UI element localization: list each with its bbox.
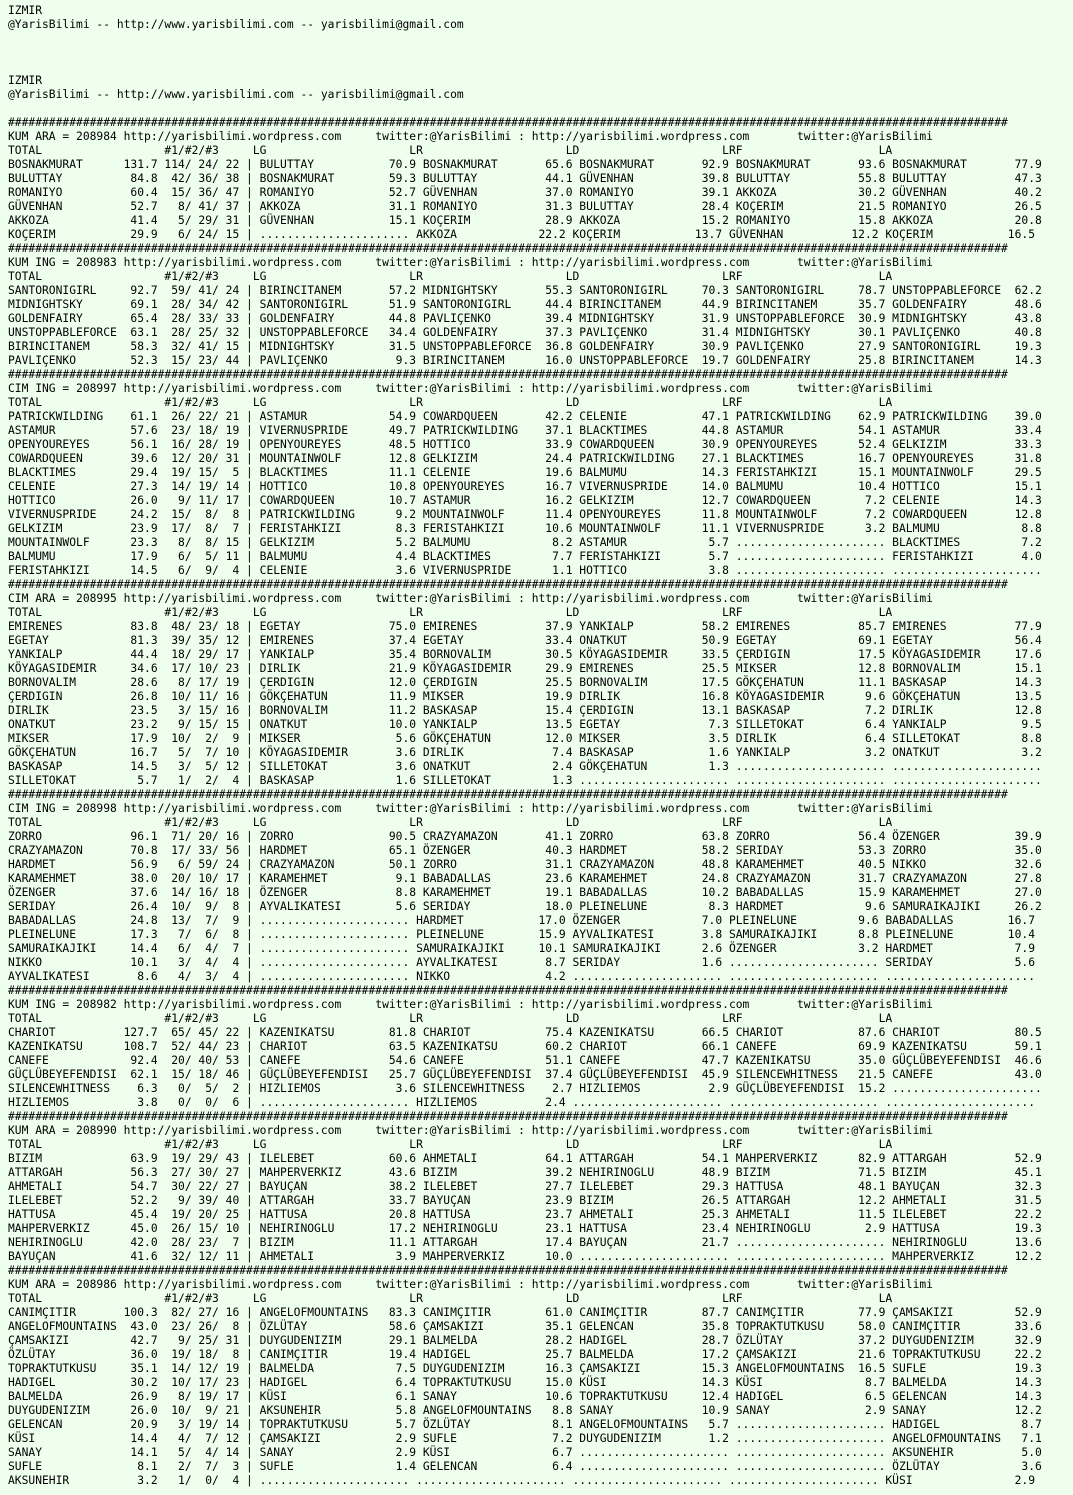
column-header-line: TOTAL #1/#2/#3 LG LR LD LRF LA [8, 1012, 893, 1025]
table-row: HOTTICO 26.0 9/ 11/ 17 | COWARDQUEEN 10.7 ASTAMUR 16.2 GELKIZIM 12.7 COWARDQUEEN 7.2 CELENIE 14.3 [8, 494, 1042, 507]
column-header-line: TOTAL #1/#2/#3 LG LR LD LRF LA [8, 270, 893, 283]
column-header-line: TOTAL #1/#2/#3 LG LR LD LRF LA [8, 396, 893, 409]
table-row: OPENYOUREYES 56.1 16/ 28/ 19 | OPENYOUREYES 48.5 HOTTICO 33.9 COWARDQUEEN 30.9 OPENYOUREYES 52.4 GELKIZIM 33.3 [8, 438, 1042, 451]
table-row: PAVLIÇENKO 52.3 15/ 23/ 44 | PAVLIÇENKO 9.3 BIRINCITANEM 16.0 UNSTOPPABLEFORCE 19.7 GOLDENFAIRY 25.8 BIRINCITANEM 14.3 [8, 354, 1042, 367]
table-row: MIKSER 17.9 10/ 2/ 9 | MIKSER 5.6 GÖKÇEHATUN 12.0 MIKSER 3.5 DIRLIK 6.4 SILLETOKAT 8.8 [8, 732, 1042, 745]
table-row: SERIDAY 26.4 10/ 9/ 8 | AYVALIKATESI 5.6 SERIDAY 18.0 PLEINELUNE 8.3 HARDMET 9.6 SAMURAIKAJIKI 26.2 [8, 900, 1042, 913]
table-row: CANIMÇITIR 100.3 82/ 27/ 16 | ANGELOFMOUNTAINS 83.3 CANIMÇITIR 61.0 CANIMÇITIR 87.7 CANIMÇITIR 77.9 ÇAMSAKIZI 52.9 [8, 1306, 1042, 1319]
table-row: MIDNIGHTSKY 69.1 28/ 34/ 42 | SANTORONIGIRL 51.9 SANTORONIGIRL 44.4 BIRINCITANEM 44.9 BIRINCITANEM 35.7 GOLDENFAIRY 48.6 [8, 298, 1042, 311]
table-row: GÖKÇEHATUN 16.7 5/ 7/ 10 | KÖYAGASIDEMIR 3.6 DIRLIK 7.4 BASKASAP 1.6 YANKIALP 3.2 ONATKUT 3.2 [8, 746, 1042, 759]
table-row: DUYGUDENIZIM 26.0 10/ 9/ 21 | AKSUNEHIR 5.8 ANGELOFMOUNTAINS 8.8 SANAY 10.9 SANAY 2.9 SANAY 12.2 [8, 1404, 1042, 1417]
table-row: SUFLE 8.1 2/ 7/ 3 | SUFLE 1.4 GELENCAN 6.4 ...................... ...................... ÖZLÜTAY 3.6 [8, 1460, 1042, 1473]
race-header-line: KUM ARA = 208984 http://yarisbilimi.wordpress.com twitter:@YarisBilimi : http://yarisbilimi.wordpress.com twitter:@YarisBilimi [8, 130, 933, 143]
table-row: HARDMET 56.9 6/ 59/ 24 | CRAZYAMAZON 50.1 ZORRO 31.1 CRAZYAMAZON 48.8 KARAMEHMET 40.5 NIKKO 32.6 [8, 858, 1042, 871]
table-row: CELENIE 27.3 14/ 19/ 14 | HOTTICO 10.8 OPENYOUREYES 16.7 VIVERNUSPRIDE 14.0 BALMUMU 10.4 HOTTICO 15.1 [8, 480, 1042, 493]
table-row: PLEINELUNE 17.3 7/ 6/ 8 | ...................... PLEINELUNE 15.9 AYVALIKATESI 3.8 SAMURAIKAJIKI 8.8 PLEINELUNE 10.4 [8, 928, 1035, 941]
separator-line: ################################################################################################################################################### [8, 368, 1008, 381]
table-row: BIRINCITANEM 58.3 32/ 41/ 15 | MIDNIGHTSKY 31.5 UNSTOPPABLEFORCE 36.8 GOLDENFAIRY 30.9 PAVLIÇENKO 27.9 SANTORONIGIRL 19.3 [8, 340, 1042, 353]
blank-line [8, 32, 1073, 46]
table-row: SANAY 14.1 5/ 4/ 14 | SANAY 2.9 KÜSI 6.7 ...................... ...................... AKSUNEHIR 5.0 [8, 1446, 1042, 1459]
table-row: KÜSI 14.4 4/ 7/ 12 | ÇAMSAKIZI 2.9 SUFLE 7.2 DUYGUDENIZIM 1.2 ...................... ANGELOFMOUNTAINS 7.1 [8, 1432, 1042, 1445]
table-row: HADIGEL 30.2 10/ 17/ 23 | HADIGEL 6.4 TOPRAKTUTKUSU 15.0 KÜSI 14.3 KÜSI 8.7 BALMELDA 14.3 [8, 1376, 1042, 1389]
column-header-line: TOTAL #1/#2/#3 LG LR LD LRF LA [8, 144, 893, 157]
table-row: GÜÇLÜBEYEFENDISI 62.1 15/ 18/ 46 | GÜÇLÜBEYEFENDISI 25.7 GÜÇLÜBEYEFENDISI 37.4 GÜÇLÜBEYEFENDISI 45.9 SILENCEWHITNESS 21.5 CANEFE 43.0 [8, 1068, 1042, 1081]
separator-line: ################################################################################################################################################### [8, 1264, 1008, 1277]
separator-line: ################################################################################################################################################### [8, 1110, 1008, 1123]
table-row: MOUNTAINWOLF 23.3 8/ 8/ 15 | GELKIZIM 5.2 BALMUMU 8.2 ASTAMUR 5.7 ...................... BLACKTIMES 7.2 [8, 536, 1042, 549]
table-row: EMIRENES 83.8 48/ 23/ 18 | EGETAY 75.0 EMIRENES 37.9 YANKIALP 58.2 EMIRENES 85.7 EMIRENES 77.9 [8, 620, 1042, 633]
table-row: VIVERNUSPRIDE 24.2 15/ 8/ 8 | PATRICKWILDING 9.2 MOUNTAINWOLF 11.4 OPENYOUREYES 11.8 MOUNTAINWOLF 7.2 COWARDQUEEN 12.8 [8, 508, 1042, 521]
table-row: ÖZENGER 37.6 14/ 16/ 18 | ÖZENGER 8.8 KARAMEHMET 19.1 BABADALLAS 10.2 BABADALLAS 15.9 KARAMEHMET 27.0 [8, 886, 1042, 899]
separator-line: ################################################################################################################################################### [8, 242, 1008, 255]
separator-line: ################################################################################################################################################### [8, 788, 1008, 801]
column-header-line: TOTAL #1/#2/#3 LG LR LD LRF LA [8, 816, 893, 829]
table-row: CHARIOT 127.7 65/ 45/ 22 | KAZENIKATSU 81.8 CHARIOT 75.4 KAZENIKATSU 66.5 CHARIOT 87.6 CHARIOT 80.5 [8, 1026, 1042, 1039]
contact-line: @YarisBilimi -- http://www.yarisbilimi.com -- yarisbilimi@gmail.com [8, 88, 464, 101]
table-row: BALMELDA 26.9 8/ 19/ 17 | KÜSI 6.1 SANAY 10.6 TOPRAKTUTKUSU 12.4 HADIGEL 6.5 GELENCAN 14.3 [8, 1390, 1042, 1403]
table-row: ZORRO 96.1 71/ 20/ 16 | ZORRO 90.5 CRAZYAMAZON 41.1 ZORRO 63.8 ZORRO 56.4 ÖZENGER 39.9 [8, 830, 1042, 843]
table-row: ILELEBET 52.2 9/ 39/ 40 | ATTARGAH 33.7 BAYUÇAN 23.9 BIZIM 26.5 ATTARGAH 12.2 AHMETALI 31.5 [8, 1194, 1042, 1207]
race-header-line: KUM ARA = 208990 http://yarisbilimi.wordpress.com twitter:@YarisBilimi : http://yarisbilimi.wordpress.com twitter:@YarisBilimi [8, 1124, 933, 1137]
table-row: BOSNAKMURAT 131.7 114/ 24/ 22 | BULUTTAY 70.9 BOSNAKMURAT 65.6 BOSNAKMURAT 92.9 BOSNAKMURAT 93.6 BOSNAKMURAT 77.9 [8, 158, 1042, 171]
table-row: BALMUMU 17.9 6/ 5/ 11 | BALMUMU 4.4 BLACKTIMES 7.7 FERISTAHKIZI 5.7 ...................... FERISTAHKIZI 4.0 [8, 550, 1042, 563]
table-row: BORNOVALIM 28.6 8/ 17/ 19 | ÇERDIGIN 12.0 ÇERDIGIN 25.5 BORNOVALIM 17.5 GÖKÇEHATUN 11.1 BASKASAP 14.3 [8, 676, 1042, 689]
table-row: SAMURAIKAJIKI 14.4 6/ 4/ 7 | ...................... SAMURAIKAJIKI 10.1 SAMURAIKAJIKI 2.6 ÖZENGER 3.2 HARDMET 7.9 [8, 942, 1035, 955]
table-row: HATTUSA 45.4 19/ 20/ 25 | HATTUSA 20.8 HATTUSA 23.7 AHMETALI 25.3 AHMETALI 11.5 ILELEBET 22.2 [8, 1208, 1042, 1221]
table-row: ROMANIYO 60.4 15/ 36/ 47 | ROMANIYO 52.7 GÜVENHAN 37.0 ROMANIYO 39.1 AKKOZA 30.2 GÜVENHAN 40.2 [8, 186, 1042, 199]
table-row: PATRICKWILDING 61.1 26/ 22/ 21 | ASTAMUR 54.9 COWARDQUEEN 42.2 CELENIE 47.1 PATRICKWILDING 62.9 PATRICKWILDING 39.0 [8, 410, 1042, 423]
table-row: AYVALIKATESI 8.6 4/ 3/ 4 | ...................... NIKKO 4.2 ...................... ...................... ...................... [8, 970, 1035, 983]
table-row: DIRLIK 23.5 3/ 15/ 16 | BORNOVALIM 11.2 BASKASAP 15.4 ÇERDIGIN 13.1 BASKASAP 7.2 DIRLIK 12.8 [8, 704, 1042, 717]
race-header-line: CIM ING = 208998 http://yarisbilimi.wordpress.com twitter:@YarisBilimi : http://yarisbilimi.wordpress.com twitter:@YarisBilimi [8, 802, 933, 815]
table-row: KAZENIKATSU 108.7 52/ 44/ 23 | CHARIOT 63.5 KAZENIKATSU 60.2 CHARIOT 66.1 CANEFE 69.9 KAZENIKATSU 59.1 [8, 1040, 1042, 1053]
table-row: EGETAY 81.3 39/ 35/ 12 | EMIRENES 37.4 EGETAY 33.4 ONATKUT 50.9 EGETAY 69.1 EGETAY 56.4 [8, 634, 1042, 647]
table-row: FERISTAHKIZI 14.5 6/ 9/ 4 | CELENIE 3.6 VIVERNUSPRIDE 1.1 HOTTICO 3.8 ...................... ...................... [8, 564, 1042, 577]
table-row: HIZLIEMOS 3.8 0/ 0/ 6 | ...................... HIZLIEMOS 2.4 ...................... ...................... ...................... [8, 1096, 1035, 1109]
table-row: ÖZLÜTAY 36.0 19/ 18/ 8 | CANIMÇITIR 19.4 HADIGEL 25.7 BALMELDA 17.2 ÇAMSAKIZI 21.6 TOPRAKTUTKUSU 22.2 [8, 1348, 1042, 1361]
table-row: BASKASAP 14.5 3/ 5/ 12 | SILLETOKAT 3.6 ONATKUT 2.4 GÖKÇEHATUN 1.3 ...................... ...................... [8, 760, 1042, 773]
table-row: ANGELOFMOUNTAINS 43.0 23/ 26/ 8 | ÖZLÜTAY 58.6 ÇAMSAKIZI 35.1 GELENCAN 35.8 TOPRAKTUTKUSU 58.0 CANIMÇITIR 33.6 [8, 1320, 1042, 1333]
table-row: GÜVENHAN 52.7 8/ 41/ 37 | AKKOZA 31.1 ROMANIYO 31.3 BULUTTAY 28.4 KOÇERIM 21.5 ROMANIYO 26.5 [8, 200, 1042, 213]
table-row: BULUTTAY 84.8 42/ 36/ 38 | BOSNAKMURAT 59.3 BULUTTAY 44.1 GÜVENHAN 39.8 BULUTTAY 55.8 BULUTTAY 47.3 [8, 172, 1042, 185]
blank-line [8, 60, 1073, 74]
separator-line: ################################################################################################################################################### [8, 984, 1008, 997]
table-row: NIKKO 10.1 3/ 4/ 4 | ...................... AYVALIKATESI 8.7 SERIDAY 1.6 ...................... SERIDAY 5.6 [8, 956, 1035, 969]
table-row: ONATKUT 23.2 9/ 15/ 15 | ONATKUT 10.0 YANKIALP 13.5 EGETAY 7.3 SILLETOKAT 6.4 YANKIALP 9.5 [8, 718, 1042, 731]
table-row: BIZIM 63.9 19/ 29/ 43 | ILELEBET 60.6 AHMETALI 64.1 ATTARGAH 54.1 MAHPERVERKIZ 82.9 ATTARGAH 52.9 [8, 1152, 1042, 1165]
table-row: TOPRAKTUTKUSU 35.1 14/ 12/ 19 | BALMELDA 7.5 DUYGUDENIZIM 16.3 ÇAMSAKIZI 15.3 ANGELOFMOUNTAINS 16.5 SUFLE 19.3 [8, 1362, 1042, 1375]
table-row: ASTAMUR 57.6 23/ 18/ 19 | VIVERNUSPRIDE 49.7 PATRICKWILDING 37.1 BLACKTIMES 44.8 ASTAMUR 54.1 ASTAMUR 33.4 [8, 424, 1042, 437]
table-row: MAHPERVERKIZ 45.0 26/ 15/ 10 | NEHIRINOGLU 17.2 NEHIRINOGLU 23.1 HATTUSA 23.4 NEHIRINOGLU 2.9 HATTUSA 19.3 [8, 1222, 1042, 1235]
table-row: YANKIALP 44.4 18/ 29/ 17 | YANKIALP 35.4 BORNOVALIM 30.5 KÖYAGASIDEMIR 33.5 ÇERDIGIN 17.5 KÖYAGASIDEMIR 17.6 [8, 648, 1042, 661]
blank-line [8, 102, 1073, 116]
table-row: BABADALLAS 24.8 13/ 7/ 9 | ...................... HARDMET 17.0 ÖZENGER 7.0 PLEINELUNE 9.6 BABADALLAS 16.7 [8, 914, 1035, 927]
table-row: BLACKTIMES 29.4 19/ 15/ 5 | BLACKTIMES 11.1 CELENIE 19.6 BALMUMU 14.3 FERISTAHKIZI 15.1 MOUNTAINWOLF 29.5 [8, 466, 1042, 479]
table-row: GOLDENFAIRY 65.4 28/ 33/ 33 | GOLDENFAIRY 44.8 PAVLIÇENKO 39.4 MIDNIGHTSKY 31.9 UNSTOPPABLEFORCE 30.9 MIDNIGHTSKY 43.8 [8, 312, 1042, 325]
separator-line: ################################################################################################################################################### [8, 578, 1008, 591]
separator-line: ################################################################################################################################################### [8, 116, 1008, 129]
race-header-line: CIM ING = 208997 http://yarisbilimi.wordpress.com twitter:@YarisBilimi : http://yarisbilimi.wordpress.com twitter:@YarisBilimi [8, 382, 933, 395]
race-header-line: CIM ARA = 208995 http://yarisbilimi.wordpress.com twitter:@YarisBilimi : http://yarisbilimi.wordpress.com twitter:@YarisBilimi [8, 592, 933, 605]
column-header-line: TOTAL #1/#2/#3 LG LR LD LRF LA [8, 606, 893, 619]
table-row: COWARDQUEEN 39.6 12/ 20/ 31 | MOUNTAINWOLF 12.8 GELKIZIM 24.4 PATRICKWILDING 27.1 BLACKTIMES 16.7 OPENYOUREYES 31.8 [8, 452, 1042, 465]
table-row: KARAMEHMET 38.0 20/ 10/ 17 | KARAMEHMET 9.1 BABADALLAS 23.6 KARAMEHMET 24.8 CRAZYAMAZON 31.7 CRAZYAMAZON 27.8 [8, 872, 1042, 885]
table-row: SILENCEWHITNESS 6.3 0/ 5/ 2 | HIZLIEMOS 3.6 SILENCEWHITNESS 2.7 HIZLIEMOS 2.9 GÜÇLÜBEYEFENDISI 15.2 ...................... [8, 1082, 1042, 1095]
table-row: AHMETALI 54.7 30/ 22/ 27 | BAYUÇAN 38.2 ILELEBET 27.7 ILELEBET 29.3 HATTUSA 48.1 BAYUÇAN 32.3 [8, 1180, 1042, 1193]
contact-line: @YarisBilimi -- http://www.yarisbilimi.com -- yarisbilimi@gmail.com [8, 18, 464, 31]
table-row: UNSTOPPABLEFORCE 63.1 28/ 25/ 32 | UNSTOPPABLEFORCE 34.4 GOLDENFAIRY 37.3 PAVLIÇENKO 31.4 MIDNIGHTSKY 30.1 PAVLIÇENKO 40.8 [8, 326, 1042, 339]
column-header-line: TOTAL #1/#2/#3 LG LR LD LRF LA [8, 1138, 893, 1151]
column-header-line: TOTAL #1/#2/#3 LG LR LD LRF LA [8, 1292, 893, 1305]
table-row: BAYUÇAN 41.6 32/ 12/ 11 | AHMETALI 3.9 MAHPERVERKIZ 10.0 ...................... ...................... MAHPERVERKIZ 12.2 [8, 1250, 1042, 1263]
race-header-line: KUM ING = 208982 http://yarisbilimi.wordpress.com twitter:@YarisBilimi : http://yarisbilimi.wordpress.com twitter:@YarisBilimi [8, 998, 933, 1011]
table-row: GELENCAN 20.9 3/ 19/ 14 | TOPRAKTUTKUSU 5.7 ÖZLÜTAY 8.1 ANGELOFMOUNTAINS 5.7 ...................... HADIGEL 8.7 [8, 1418, 1042, 1431]
table-row: KOÇERIM 29.9 6/ 24/ 15 | ...................... AKKOZA 22.2 KOÇERIM 13.7 GÜVENHAN 12.2 KOÇERIM 16.5 [8, 228, 1035, 241]
race-header-line: KUM ARA = 208986 http://yarisbilimi.wordpress.com twitter:@YarisBilimi : http://yarisbilimi.wordpress.com twitter:@YarisBilimi [8, 1278, 933, 1291]
city-title: IZMIR [8, 74, 43, 87]
table-row: SANTORONIGIRL 92.7 59/ 41/ 24 | BIRINCITANEM 57.2 MIDNIGHTSKY 55.3 SANTORONIGIRL 70.3 SANTORONIGIRL 78.7 UNSTOPPABLEFORCE 62.2 [8, 284, 1042, 297]
blank-line [8, 46, 1073, 60]
race-header-line: KUM ING = 208983 http://yarisbilimi.wordpress.com twitter:@YarisBilimi : http://yarisbilimi.wordpress.com twitter:@YarisBilimi [8, 256, 933, 269]
table-row: ÇAMSAKIZI 42.7 9/ 25/ 31 | DUYGUDENIZIM 29.1 BALMELDA 28.2 HADIGEL 28.7 ÖZLÜTAY 37.2 DUYGUDENIZIM 32.9 [8, 1334, 1042, 1347]
table-row: NEHIRINOGLU 42.0 28/ 23/ 7 | BIZIM 11.1 ATTARGAH 17.4 BAYUÇAN 21.7 ...................... NEHIRINOGLU 13.6 [8, 1236, 1042, 1249]
table-row: ATTARGAH 56.3 27/ 30/ 27 | MAHPERVERKIZ 43.6 BIZIM 39.2 NEHIRINOGLU 48.9 BIZIM 71.5 BIZIM 45.1 [8, 1166, 1042, 1179]
table-row: AKSUNEHIR 3.2 1/ 0/ 4 | ...................... ...................... ...................... ...................... KÜSI 2.9 [8, 1474, 1035, 1487]
table-row: CRAZYAMAZON 70.8 17/ 33/ 56 | HARDMET 65.1 ÖZENGER 40.3 HARDMET 58.2 SERIDAY 53.3 ZORRO 35.0 [8, 844, 1042, 857]
table-row: AKKOZA 41.4 5/ 29/ 31 | GÜVENHAN 15.1 KOÇERIM 28.9 AKKOZA 15.2 ROMANIYO 15.8 AKKOZA 20.8 [8, 214, 1042, 227]
table-row: ÇERDIGIN 26.8 10/ 11/ 16 | GÖKÇEHATUN 11.9 MIKSER 19.9 DIRLIK 16.8 KÖYAGASIDEMIR 9.6 GÖKÇEHATUN 13.5 [8, 690, 1042, 703]
city-title: IZMIR [8, 4, 43, 17]
table-row: SILLETOKAT 5.7 1/ 2/ 4 | BASKASAP 1.6 SILLETOKAT 1.3 ...................... ...................... ...................... [8, 774, 1042, 787]
table-row: CANEFE 92.4 20/ 40/ 53 | CANEFE 54.6 CANEFE 51.1 CANEFE 47.7 KAZENIKATSU 35.0 GÜÇLÜBEYEFENDISI 46.6 [8, 1054, 1042, 1067]
table-row: KÖYAGASIDEMIR 34.6 17/ 10/ 23 | DIRLIK 21.9 KÖYAGASIDEMIR 29.9 EMIRENES 25.5 MIKSER 12.8 BORNOVALIM 15.1 [8, 662, 1042, 675]
table-row: GELKIZIM 23.9 17/ 8/ 7 | FERISTAHKIZI 8.3 FERISTAHKIZI 10.6 MOUNTAINWOLF 11.1 VIVERNUSPRIDE 3.2 BALMUMU 8.8 [8, 522, 1042, 535]
